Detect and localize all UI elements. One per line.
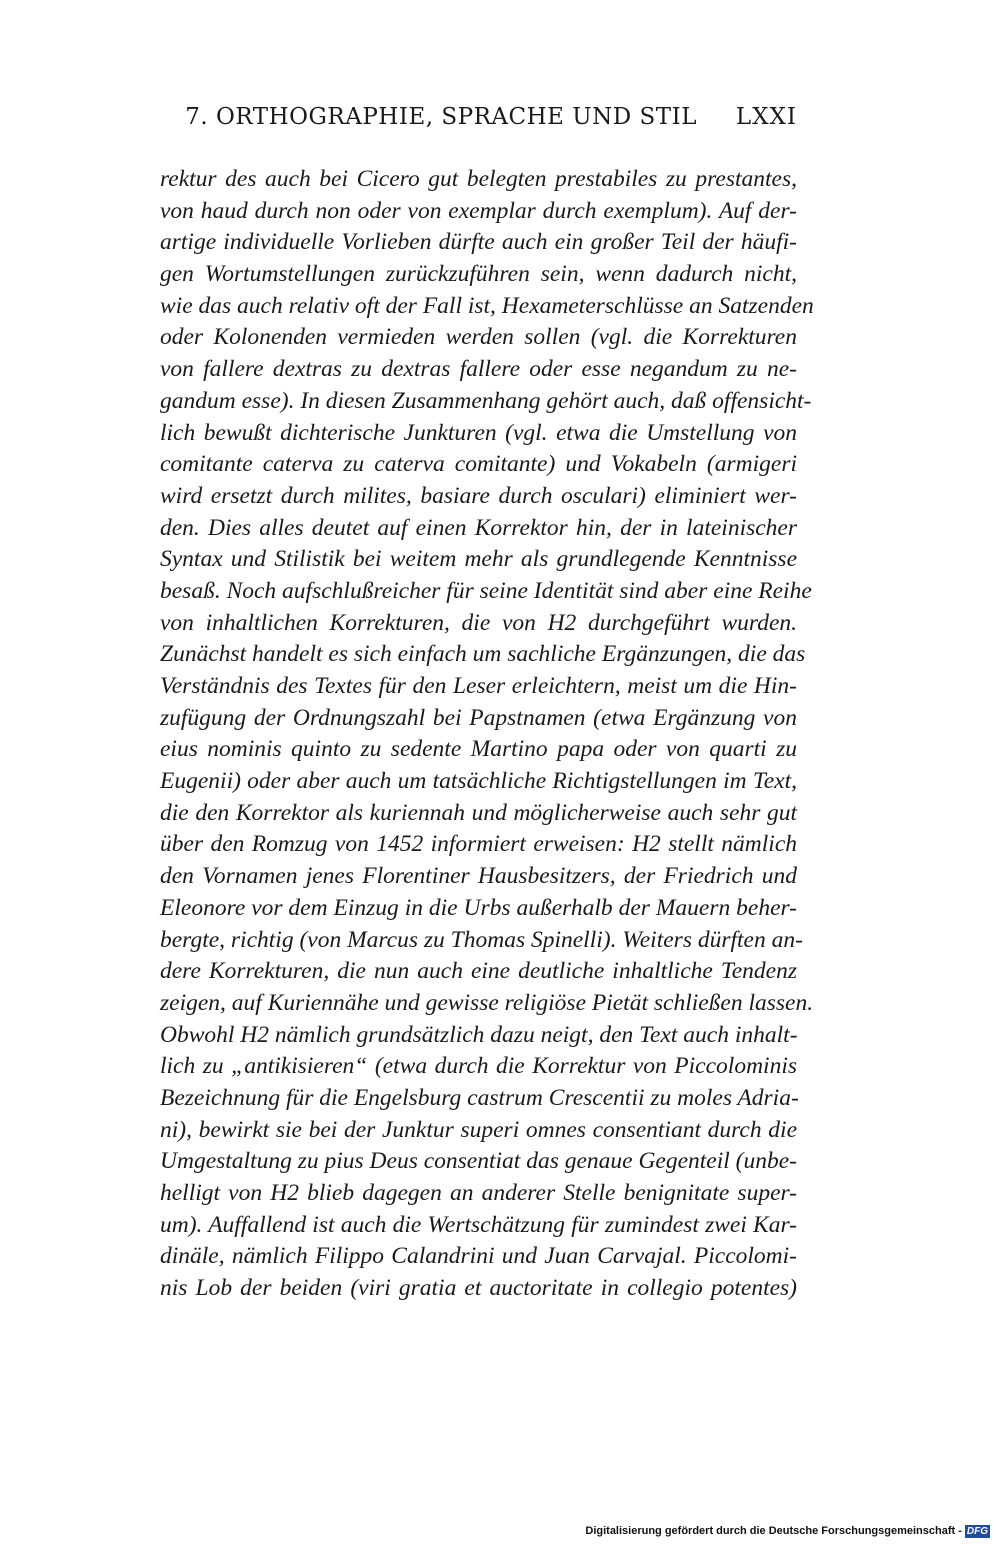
text-line: lich bewußt dichterische Junkturen (vgl. etwa die Umstellung von [160, 419, 797, 446]
text-line: rektur des auch bei Cicero gut belegten prestabiles zu prestantes, [160, 166, 797, 192]
text-line: artige individuelle Vorlieben dürfte auch ein großer Teil der häufi- [160, 229, 797, 256]
text-line: ni), bewirkt sie bei der Junktur superi omnes consentiant durch die [160, 1116, 797, 1143]
text-line: Zunächst handelt es sich einfach um sachliche Ergänzungen, die das [160, 641, 806, 668]
text-line: Syntax und Stilistik bei weitem mehr als grundlegende Kenntnisse [160, 546, 797, 573]
text-line: helligt von H2 blieb dagegen an anderer Stelle benignitate super- [160, 1180, 797, 1206]
footer-credit-text: Digitalisierung gefördert durch die Deutsche Forschungsgemeinschaft - [585, 1525, 962, 1537]
text-line: von fallere dextras zu dextras fallere oder esse negandum zu ne- [160, 356, 797, 383]
text-line: besaß. Noch aufschlußreicher für seine Identität sind aber eine Reihe [160, 577, 812, 604]
text-line: nis Lob der beiden (viri gratia et auctoritate in collegio potentes) [160, 1275, 797, 1302]
text-line: dere Korrekturen, die nun auch eine deutliche inhaltliche Tendenz [160, 958, 797, 985]
text-line: gen Wortumstellungen zurückzuführen sein, wenn dadurch nicht, [160, 261, 797, 288]
text-line: oder Kolonenden vermieden werden sollen (vgl. die Korrekturen [160, 324, 797, 351]
text-line: über den Romzug von 1452 informiert erweisen: H2 stellt nämlich [160, 831, 797, 858]
text-line: dinäle, nämlich Filippo Calandrini und Juan Carvajal. Piccolomi- [160, 1243, 797, 1270]
text-line: von inhaltlichen Korrekturen, die von H2 durchgeführt wurden. [160, 609, 797, 636]
digitization-footer [585, 1524, 990, 1538]
text-line: zufügung der Ordnungszahl bei Papstnamen (etwa Ergänzung von [160, 704, 797, 731]
dfg-logo: DFG [966, 1525, 988, 1537]
text-line: eius nominis quinto zu sedente Martino papa oder von quarti zu [160, 736, 797, 763]
text-line: Obwohl H2 nämlich grundsätzlich dazu neigt, den Text auch inhalt- [160, 1021, 798, 1048]
text-line: wie das auch relativ oft der Fall ist, Hexameterschlüsse an Satzenden [160, 292, 814, 319]
text-line: von haud durch non oder von exemplar durch exemplum). Auf der- [160, 197, 797, 224]
text-line: Bezeichnung für die Engelsburg castrum Crescentii zu moles Adria- [160, 1084, 799, 1111]
text-line: um). Auffallend ist auch die Wertschätzung für zumindest zwei Kar- [160, 1211, 797, 1238]
text-line: Umgestaltung zu pius Deus consentiat das genaue Gegenteil (unbe- [160, 1148, 798, 1175]
text-line: comitante caterva zu caterva comitante) und Vokabeln (armigeri [160, 451, 797, 478]
text-line: lich zu „antikisieren“ (etwa durch die Korrektur von Piccolominis [160, 1053, 797, 1080]
page-number: LXXI [735, 104, 797, 130]
text-line: bergte, richtig (von Marcus zu Thomas Spinelli). Weiters dürften an- [160, 926, 803, 953]
text-line: den Vornamen jenes Florentiner Hausbesitzers, der Friedrich und [160, 863, 797, 890]
text-line: Eleonore vor dem Einzug in die Urbs außerhalb der Mauern beher- [160, 894, 797, 921]
text-line: den. Dies alles deutet auf einen Korrektor hin, der in lateinischer [160, 514, 797, 541]
running-header [160, 104, 797, 140]
text-line: wird ersetzt durch milites, basiare durch osculari) eliminiert wer- [160, 482, 797, 509]
text-line: gandum esse). In diesen Zusammenhang gehört auch, daß offensicht- [160, 387, 812, 414]
text-line: Verständnis des Textes für den Leser erleichtern, meist um die Hin- [160, 673, 797, 699]
text-line: Eugenii) oder aber auch um tatsächliche Richtigstellungen im Text, [160, 768, 797, 795]
running-head-title: 7. ORTHOGRAPHIE, SPRACHE UND STIL [185, 104, 697, 130]
text-line: die den Korrektor als kuriennah und möglicherweise auch sehr gut [160, 799, 797, 826]
text-line: zeigen, auf Kuriennähe und gewisse religiöse Pietät schließen lassen. [160, 989, 814, 1016]
body-paragraph [160, 164, 814, 1305]
